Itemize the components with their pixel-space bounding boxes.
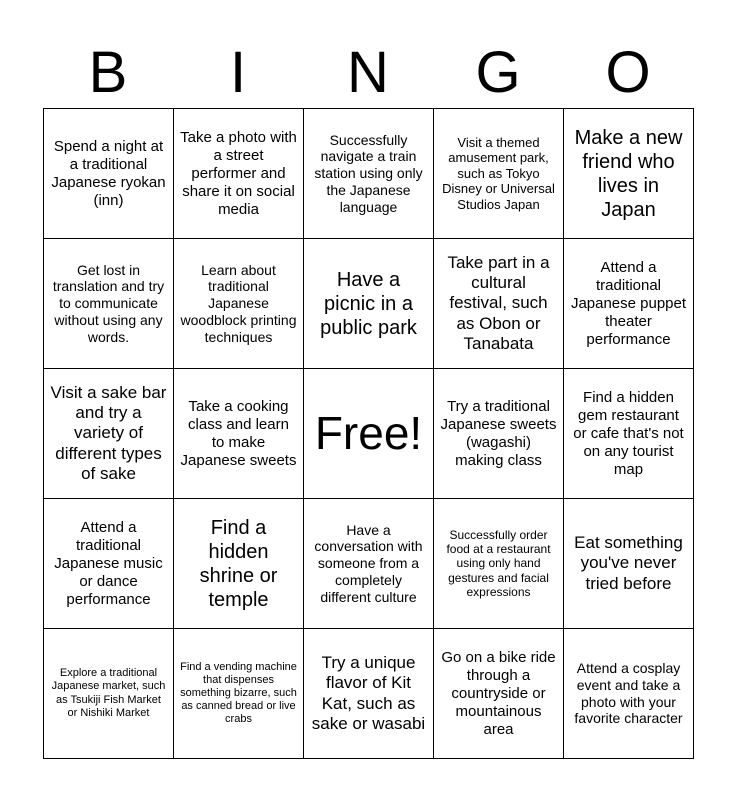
bingo-cell: Successfully navigate a train station using only the Japanese language xyxy=(304,109,434,239)
bingo-cell: Visit a themed amusement park, such as Tokyo Disney or Universal Studios Japan xyxy=(434,109,564,239)
bingo-cell: Eat something you've never tried before xyxy=(564,499,694,629)
grid-row xyxy=(44,499,694,629)
bingo-cell: Have a conversation with someone from a completely different culture xyxy=(304,499,434,629)
bingo-cell: Take a cooking class and learn to make Japanese sweets xyxy=(174,369,304,499)
bingo-cell: Spend a night at a traditional Japanese ryokan (inn) xyxy=(44,109,174,239)
bingo-cell: Successfully order food at a restaurant using only hand gestures and facial expressions xyxy=(434,499,564,629)
header-letter-n: N xyxy=(347,40,389,105)
bingo-header xyxy=(43,38,693,108)
grid-row xyxy=(44,369,694,499)
bingo-cell: Learn about traditional Japanese woodblock printing techniques xyxy=(174,239,304,369)
header-letter-o: O xyxy=(605,40,651,105)
bingo-cell: Take part in a cultural festival, such as Obon or Tanabata xyxy=(434,239,564,369)
grid-row xyxy=(44,629,694,759)
bingo-cell: Explore a traditional Japanese market, such as Tsukiji Fish Market or Nishiki Market xyxy=(44,629,174,759)
bingo-cell: Get lost in translation and try to communicate without using any words. xyxy=(44,239,174,369)
bingo-cell: Have a picnic in a public park xyxy=(304,239,434,369)
grid-row xyxy=(44,109,694,239)
bingo-cell: Find a hidden gem restaurant or cafe that's not on any tourist map xyxy=(564,369,694,499)
bingo-cell: Attend a cosplay event and take a photo with your favorite character xyxy=(564,629,694,759)
bingo-cell: Try a traditional Japanese sweets (wagashi) making class xyxy=(434,369,564,499)
grid-row xyxy=(44,239,694,369)
bingo-cell: Try a unique flavor of Kit Kat, such as sake or wasabi xyxy=(304,629,434,759)
header-letter-b: B xyxy=(88,40,128,105)
header-letter-i: I xyxy=(229,40,247,105)
bingo-cell: Visit a sake bar and try a variety of different types of sake xyxy=(44,369,174,499)
bingo-grid xyxy=(43,108,694,759)
bingo-cell: Attend a traditional Japanese puppet theater performance xyxy=(564,239,694,369)
bingo-cell: Make a new friend who lives in Japan xyxy=(564,109,694,239)
bingo-cell: Find a vending machine that dispenses something bizarre, such as canned bread or live crabs xyxy=(174,629,304,759)
free-space-cell: Free! xyxy=(304,369,434,499)
bingo-cell: Find a hidden shrine or temple xyxy=(174,499,304,629)
bingo-cell: Attend a traditional Japanese music or dance performance xyxy=(44,499,174,629)
bingo-cell: Go on a bike ride through a countryside or mountainous area xyxy=(434,629,564,759)
header-letter-g: G xyxy=(475,40,521,105)
bingo-cell: Take a photo with a street performer and share it on social media xyxy=(174,109,304,239)
